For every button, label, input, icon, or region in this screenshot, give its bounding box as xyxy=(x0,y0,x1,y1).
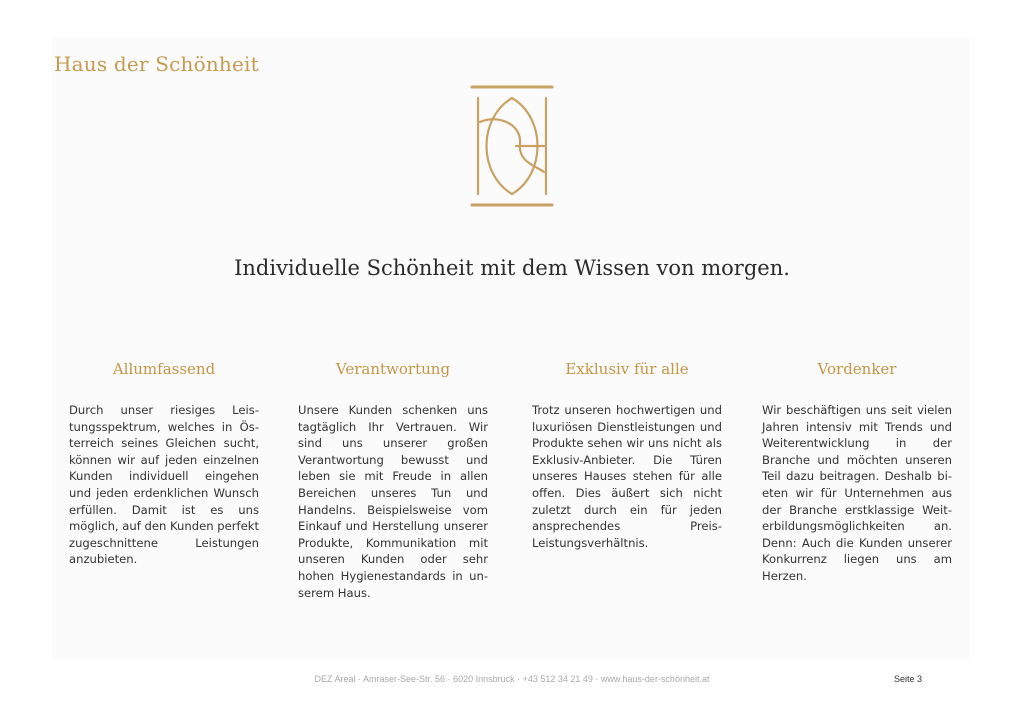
column-vordenker xyxy=(762,360,952,585)
column-title: Verantwortung xyxy=(335,360,451,378)
footer-address: DEZ Areal · Amraser-See-Str. 56 · 6020 Innsbruck · +43 512 34 21 49 · www.haus-der-schönheit.at xyxy=(314,674,710,684)
tagline-heading: Individuelle Schönheit mit dem Wissen von morgen. xyxy=(234,256,790,280)
column-title: Allumfassend xyxy=(112,360,216,378)
hs-monogram-icon xyxy=(470,84,554,208)
brand-name: Haus der Schönheit xyxy=(54,52,259,76)
column-allumfassend xyxy=(69,360,259,568)
column-title: Exklusiv für alle xyxy=(565,360,689,378)
column-text: Wir beschäftigen uns seit vielen Jahren intensiv mit Trends und Weiterentwicklung in der Branche und möchten unseren Teil dazu beitragen. Deshalb bieten wir für Unternehmen aus der Branche erstklassige Weiterbildungsmöglichkeiten an. Denn: Auch die Kunden unserer Konkurrenz liegen uns am Herzen. xyxy=(762,403,952,583)
page-number: Seite 3 xyxy=(894,674,923,684)
column-exklusiv xyxy=(532,360,722,551)
column-text: Durch unser riesiges Leistungsspektrum, welches in Österreich seines Gleichen sucht, können wir auf jeden einzelnen Kunden individuell eingehen und jeden erdenklichen Wunsch erfüllen. Damit ist es uns möglich, auf den Kunden perfekt zugeschnittene Leistungen anzubieten. xyxy=(69,403,260,567)
column-text: Trotz unseren hochwertigen und luxuriösen Dienstleistungen und Produkte sehen wir uns nicht als Exklusiv-Anbieter. Die Türen unseres Hauses stehen für alle offen. Dies äußert sich nicht zuletzt durch ein für jeden ansprechendes Preis-Leistungsverhältnis. xyxy=(532,403,722,550)
column-text: Unsere Kunden schenken uns tagtäglich Ihr Vertrauen. Wir sind uns unserer großen Verantwortung bewusst und leben sie mit Freude in allen Bereichen unseres Tun und Handelns. Beispielsweise vom Einkauf und Herstellung unserer Produkte, Kommunikation mit unseren Kunden oder sehr hohen Hygienestandards in unserem Haus. xyxy=(298,403,488,600)
column-title: Vordenker xyxy=(817,360,897,378)
column-verantwortung xyxy=(298,360,488,601)
